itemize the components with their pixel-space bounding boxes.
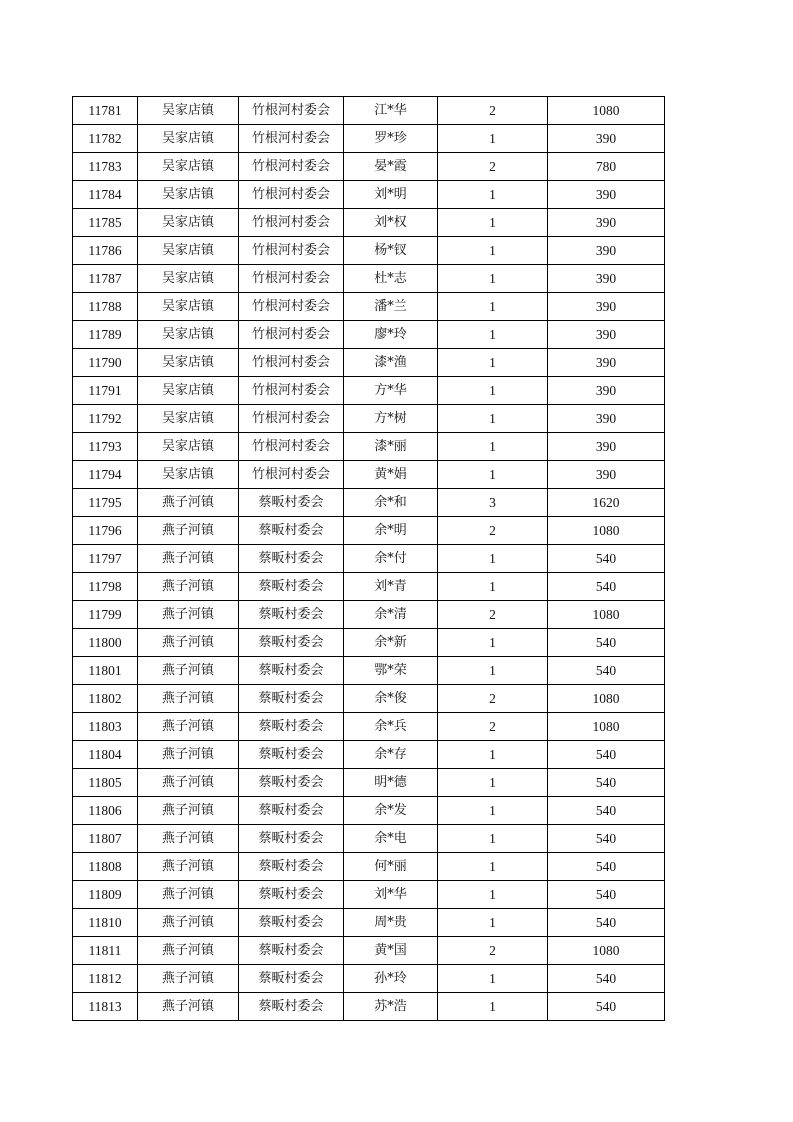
count-cell: 2 — [438, 97, 548, 125]
village-committee-cell: 蔡畈村委会 — [239, 881, 344, 909]
amount-cell: 540 — [548, 965, 665, 993]
count-cell: 1 — [438, 657, 548, 685]
name-cell: 刘*明 — [344, 181, 438, 209]
amount-cell: 390 — [548, 405, 665, 433]
town-cell: 燕子河镇 — [138, 517, 239, 545]
count-cell: 1 — [438, 293, 548, 321]
table-row — [73, 433, 665, 461]
town-cell: 吴家店镇 — [138, 237, 239, 265]
name-cell: 刘*华 — [344, 881, 438, 909]
serial-number-cell: 11791 — [73, 377, 138, 405]
serial-number-cell: 11793 — [73, 433, 138, 461]
village-committee-cell: 竹根河村委会 — [239, 237, 344, 265]
serial-number-cell: 11803 — [73, 713, 138, 741]
serial-number-cell: 11813 — [73, 993, 138, 1021]
amount-cell: 1080 — [548, 685, 665, 713]
amount-cell: 540 — [548, 993, 665, 1021]
village-committee-cell: 竹根河村委会 — [239, 153, 344, 181]
name-cell: 杨*钗 — [344, 237, 438, 265]
name-cell: 刘*权 — [344, 209, 438, 237]
table-row — [73, 993, 665, 1021]
amount-cell: 540 — [548, 881, 665, 909]
village-committee-cell: 竹根河村委会 — [239, 433, 344, 461]
serial-number-cell: 11790 — [73, 349, 138, 377]
table-row — [73, 545, 665, 573]
table-row — [73, 741, 665, 769]
table-row — [73, 853, 665, 881]
town-cell: 燕子河镇 — [138, 881, 239, 909]
amount-cell: 780 — [548, 153, 665, 181]
amount-cell: 540 — [548, 797, 665, 825]
village-committee-cell: 蔡畈村委会 — [239, 713, 344, 741]
table-row — [73, 629, 665, 657]
count-cell: 1 — [438, 461, 548, 489]
count-cell: 2 — [438, 517, 548, 545]
amount-cell: 540 — [548, 769, 665, 797]
serial-number-cell: 11785 — [73, 209, 138, 237]
name-cell: 余*俊 — [344, 685, 438, 713]
town-cell: 燕子河镇 — [138, 573, 239, 601]
village-committee-cell: 竹根河村委会 — [239, 125, 344, 153]
count-cell: 1 — [438, 181, 548, 209]
table-row — [73, 125, 665, 153]
serial-number-cell: 11782 — [73, 125, 138, 153]
name-cell: 漆*丽 — [344, 433, 438, 461]
count-cell: 1 — [438, 769, 548, 797]
document-page — [72, 96, 665, 1021]
count-cell: 1 — [438, 909, 548, 937]
name-cell: 何*丽 — [344, 853, 438, 881]
count-cell: 1 — [438, 265, 548, 293]
town-cell: 燕子河镇 — [138, 937, 239, 965]
table-row — [73, 461, 665, 489]
serial-number-cell: 11808 — [73, 853, 138, 881]
table-row — [73, 713, 665, 741]
town-cell: 吴家店镇 — [138, 321, 239, 349]
serial-number-cell: 11796 — [73, 517, 138, 545]
village-committee-cell: 蔡畈村委会 — [239, 797, 344, 825]
village-committee-cell: 蔡畈村委会 — [239, 769, 344, 797]
table-body — [73, 97, 665, 1021]
amount-cell: 390 — [548, 237, 665, 265]
amount-cell: 540 — [548, 657, 665, 685]
amount-cell: 1080 — [548, 517, 665, 545]
count-cell: 1 — [438, 825, 548, 853]
table-row — [73, 657, 665, 685]
amount-cell: 540 — [548, 741, 665, 769]
name-cell: 方*华 — [344, 377, 438, 405]
town-cell: 吴家店镇 — [138, 181, 239, 209]
count-cell: 1 — [438, 629, 548, 657]
count-cell: 1 — [438, 377, 548, 405]
village-committee-cell: 蔡畈村委会 — [239, 825, 344, 853]
town-cell: 吴家店镇 — [138, 461, 239, 489]
amount-cell: 540 — [548, 573, 665, 601]
amount-cell: 540 — [548, 629, 665, 657]
table-row — [73, 825, 665, 853]
name-cell: 余*发 — [344, 797, 438, 825]
name-cell: 余*和 — [344, 489, 438, 517]
table-row — [73, 797, 665, 825]
data-table — [72, 96, 665, 1021]
serial-number-cell: 11792 — [73, 405, 138, 433]
village-committee-cell: 蔡畈村委会 — [239, 545, 344, 573]
serial-number-cell: 11794 — [73, 461, 138, 489]
serial-number-cell: 11807 — [73, 825, 138, 853]
amount-cell: 390 — [548, 181, 665, 209]
count-cell: 1 — [438, 853, 548, 881]
serial-number-cell: 11784 — [73, 181, 138, 209]
table-row — [73, 573, 665, 601]
name-cell: 方*树 — [344, 405, 438, 433]
serial-number-cell: 11786 — [73, 237, 138, 265]
serial-number-cell: 11800 — [73, 629, 138, 657]
name-cell: 余*明 — [344, 517, 438, 545]
village-committee-cell: 蔡畈村委会 — [239, 517, 344, 545]
count-cell: 2 — [438, 153, 548, 181]
town-cell: 燕子河镇 — [138, 909, 239, 937]
serial-number-cell: 11781 — [73, 97, 138, 125]
name-cell: 明*德 — [344, 769, 438, 797]
town-cell: 吴家店镇 — [138, 349, 239, 377]
name-cell: 鄂*荣 — [344, 657, 438, 685]
village-committee-cell: 竹根河村委会 — [239, 97, 344, 125]
village-committee-cell: 蔡畈村委会 — [239, 853, 344, 881]
table-row — [73, 181, 665, 209]
count-cell: 1 — [438, 965, 548, 993]
table-row — [73, 937, 665, 965]
town-cell: 燕子河镇 — [138, 853, 239, 881]
amount-cell: 390 — [548, 265, 665, 293]
table-row — [73, 405, 665, 433]
amount-cell: 390 — [548, 377, 665, 405]
name-cell: 漆*渔 — [344, 349, 438, 377]
town-cell: 吴家店镇 — [138, 433, 239, 461]
name-cell: 余*电 — [344, 825, 438, 853]
amount-cell: 390 — [548, 125, 665, 153]
count-cell: 2 — [438, 601, 548, 629]
village-committee-cell: 蔡畈村委会 — [239, 629, 344, 657]
village-committee-cell: 蔡畈村委会 — [239, 909, 344, 937]
town-cell: 燕子河镇 — [138, 545, 239, 573]
table-row — [73, 769, 665, 797]
table-row — [73, 377, 665, 405]
name-cell: 周*贵 — [344, 909, 438, 937]
name-cell: 余*付 — [344, 545, 438, 573]
name-cell: 江*华 — [344, 97, 438, 125]
count-cell: 1 — [438, 993, 548, 1021]
village-committee-cell: 蔡畈村委会 — [239, 993, 344, 1021]
amount-cell: 1620 — [548, 489, 665, 517]
town-cell: 吴家店镇 — [138, 265, 239, 293]
serial-number-cell: 11789 — [73, 321, 138, 349]
name-cell: 苏*浩 — [344, 993, 438, 1021]
village-committee-cell: 蔡畈村委会 — [239, 965, 344, 993]
village-committee-cell: 竹根河村委会 — [239, 293, 344, 321]
town-cell: 燕子河镇 — [138, 489, 239, 517]
serial-number-cell: 11810 — [73, 909, 138, 937]
count-cell: 1 — [438, 433, 548, 461]
name-cell: 廖*玲 — [344, 321, 438, 349]
serial-number-cell: 11783 — [73, 153, 138, 181]
count-cell: 1 — [438, 797, 548, 825]
count-cell: 1 — [438, 545, 548, 573]
village-committee-cell: 竹根河村委会 — [239, 349, 344, 377]
count-cell: 1 — [438, 209, 548, 237]
count-cell: 1 — [438, 321, 548, 349]
serial-number-cell: 11801 — [73, 657, 138, 685]
name-cell: 杜*志 — [344, 265, 438, 293]
name-cell: 潘*兰 — [344, 293, 438, 321]
table-row — [73, 153, 665, 181]
village-committee-cell: 蔡畈村委会 — [239, 937, 344, 965]
name-cell: 余*存 — [344, 741, 438, 769]
town-cell: 燕子河镇 — [138, 797, 239, 825]
serial-number-cell: 11809 — [73, 881, 138, 909]
count-cell: 1 — [438, 405, 548, 433]
amount-cell: 540 — [548, 825, 665, 853]
count-cell: 1 — [438, 573, 548, 601]
count-cell: 1 — [438, 237, 548, 265]
amount-cell: 390 — [548, 321, 665, 349]
table-row — [73, 489, 665, 517]
amount-cell: 1080 — [548, 97, 665, 125]
name-cell: 孙*玲 — [344, 965, 438, 993]
table-row — [73, 265, 665, 293]
town-cell: 吴家店镇 — [138, 97, 239, 125]
serial-number-cell: 11812 — [73, 965, 138, 993]
town-cell: 燕子河镇 — [138, 657, 239, 685]
table-row — [73, 293, 665, 321]
serial-number-cell: 11805 — [73, 769, 138, 797]
name-cell: 罗*珍 — [344, 125, 438, 153]
serial-number-cell: 11798 — [73, 573, 138, 601]
count-cell: 2 — [438, 937, 548, 965]
town-cell: 燕子河镇 — [138, 629, 239, 657]
name-cell: 晏*霞 — [344, 153, 438, 181]
table-row — [73, 237, 665, 265]
count-cell: 2 — [438, 685, 548, 713]
table-row — [73, 881, 665, 909]
town-cell: 吴家店镇 — [138, 209, 239, 237]
village-committee-cell: 竹根河村委会 — [239, 265, 344, 293]
table-row — [73, 97, 665, 125]
town-cell: 燕子河镇 — [138, 601, 239, 629]
count-cell: 1 — [438, 881, 548, 909]
table-row — [73, 685, 665, 713]
name-cell: 黄*国 — [344, 937, 438, 965]
town-cell: 燕子河镇 — [138, 769, 239, 797]
table-row — [73, 965, 665, 993]
name-cell: 刘*青 — [344, 573, 438, 601]
village-committee-cell: 蔡畈村委会 — [239, 573, 344, 601]
village-committee-cell: 蔡畈村委会 — [239, 657, 344, 685]
name-cell: 余*清 — [344, 601, 438, 629]
town-cell: 燕子河镇 — [138, 993, 239, 1021]
count-cell: 1 — [438, 349, 548, 377]
table-row — [73, 321, 665, 349]
serial-number-cell: 11802 — [73, 685, 138, 713]
town-cell: 吴家店镇 — [138, 293, 239, 321]
amount-cell: 540 — [548, 909, 665, 937]
village-committee-cell: 蔡畈村委会 — [239, 685, 344, 713]
amount-cell: 390 — [548, 461, 665, 489]
town-cell: 吴家店镇 — [138, 153, 239, 181]
village-committee-cell: 竹根河村委会 — [239, 461, 344, 489]
village-committee-cell: 蔡畈村委会 — [239, 741, 344, 769]
amount-cell: 390 — [548, 349, 665, 377]
village-committee-cell: 蔡畈村委会 — [239, 489, 344, 517]
serial-number-cell: 11787 — [73, 265, 138, 293]
town-cell: 燕子河镇 — [138, 741, 239, 769]
count-cell: 1 — [438, 741, 548, 769]
town-cell: 燕子河镇 — [138, 825, 239, 853]
town-cell: 吴家店镇 — [138, 405, 239, 433]
amount-cell: 390 — [548, 433, 665, 461]
amount-cell: 390 — [548, 209, 665, 237]
amount-cell: 1080 — [548, 601, 665, 629]
table-row — [73, 209, 665, 237]
town-cell: 燕子河镇 — [138, 685, 239, 713]
village-committee-cell: 竹根河村委会 — [239, 321, 344, 349]
amount-cell: 540 — [548, 853, 665, 881]
village-committee-cell: 竹根河村委会 — [239, 377, 344, 405]
town-cell: 燕子河镇 — [138, 713, 239, 741]
village-committee-cell: 蔡畈村委会 — [239, 601, 344, 629]
village-committee-cell: 竹根河村委会 — [239, 405, 344, 433]
serial-number-cell: 11795 — [73, 489, 138, 517]
serial-number-cell: 11811 — [73, 937, 138, 965]
serial-number-cell: 11806 — [73, 797, 138, 825]
table-row — [73, 601, 665, 629]
village-committee-cell: 竹根河村委会 — [239, 181, 344, 209]
amount-cell: 1080 — [548, 937, 665, 965]
town-cell: 燕子河镇 — [138, 965, 239, 993]
count-cell: 2 — [438, 713, 548, 741]
village-committee-cell: 竹根河村委会 — [239, 209, 344, 237]
table-row — [73, 517, 665, 545]
amount-cell: 1080 — [548, 713, 665, 741]
serial-number-cell: 11804 — [73, 741, 138, 769]
serial-number-cell: 11788 — [73, 293, 138, 321]
table-row — [73, 349, 665, 377]
table-row — [73, 909, 665, 937]
town-cell: 吴家店镇 — [138, 377, 239, 405]
serial-number-cell: 11797 — [73, 545, 138, 573]
amount-cell: 390 — [548, 293, 665, 321]
count-cell: 1 — [438, 125, 548, 153]
name-cell: 余*兵 — [344, 713, 438, 741]
name-cell: 余*新 — [344, 629, 438, 657]
amount-cell: 540 — [548, 545, 665, 573]
name-cell: 黄*娟 — [344, 461, 438, 489]
serial-number-cell: 11799 — [73, 601, 138, 629]
town-cell: 吴家店镇 — [138, 125, 239, 153]
count-cell: 3 — [438, 489, 548, 517]
